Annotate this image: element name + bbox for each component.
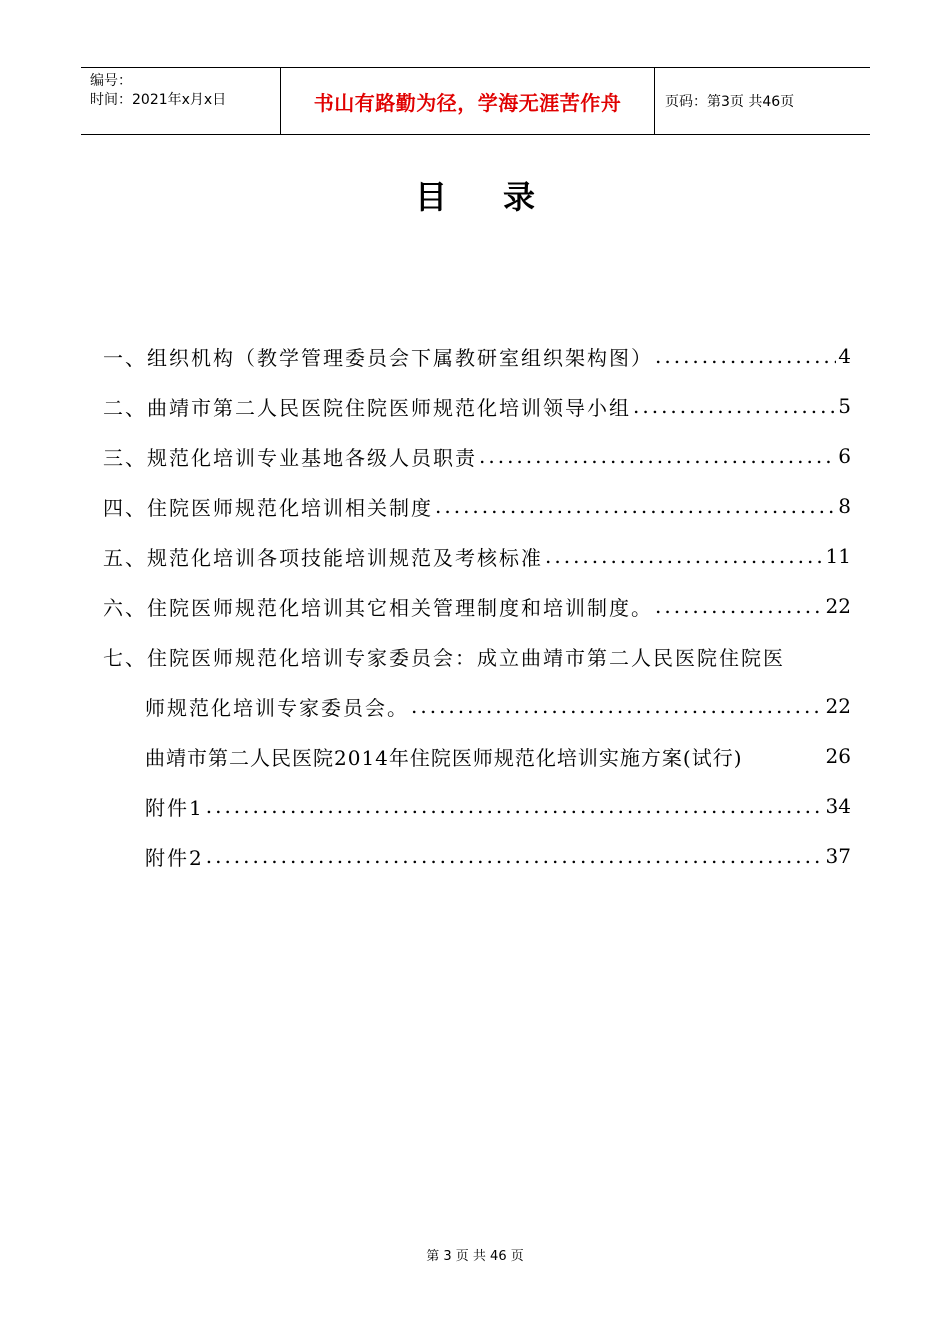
toc-leader <box>479 444 836 468</box>
toc-leader <box>655 594 824 618</box>
header-meta <box>81 68 281 134</box>
header-page-info: 页码：第3页 共46页 <box>665 94 795 110</box>
toc-entry-text: 附件2 <box>145 845 204 870</box>
code-label: 编号： <box>90 73 132 89</box>
toc-entry-page: 8 <box>838 494 851 518</box>
toc-leader <box>655 344 836 368</box>
toc-entry-10[interactable] <box>145 836 851 876</box>
toc-entry-text: 五、规范化培训各项技能培训规范及考核标准 <box>103 545 543 570</box>
toc-entry-page: 22 <box>825 694 851 718</box>
toc-entry-7-continued[interactable] <box>145 686 851 726</box>
toc-entry-page: 4 <box>838 344 851 368</box>
time-label: 时间：2021年x月x日 <box>90 92 227 108</box>
toc-entry-page: 5 <box>838 394 851 418</box>
toc-leader <box>545 544 824 568</box>
toc-leader <box>411 694 824 718</box>
toc-entry-3[interactable] <box>103 436 851 476</box>
toc-entry-8[interactable] <box>145 736 851 776</box>
toc-entry-text: 四、住院医师规范化培训相关制度 <box>103 495 433 520</box>
toc-entry-page: 34 <box>825 794 851 818</box>
toc-entry-page: 6 <box>838 444 851 468</box>
toc-entry-text: 六、住院医师规范化培训其它相关管理制度和培训制度。 <box>103 595 653 620</box>
toc-leader <box>435 494 836 518</box>
toc-entry-5[interactable] <box>103 536 851 576</box>
toc-entry-text: 七、住院医师规范化培训专家委员会：成立曲靖市第二人民医院住院医 <box>103 645 785 670</box>
toc-entry-text: 师规范化培训专家委员会。 <box>145 695 409 720</box>
toc-entry-2[interactable] <box>103 386 851 426</box>
toc-entry-page: 11 <box>825 544 851 568</box>
toc-entry-page: 37 <box>825 844 851 868</box>
toc-entry-text: 附件1 <box>145 795 204 820</box>
page-footer: 第 3 页 共 46 页 <box>426 1249 524 1264</box>
toc-entry-text: 二、曲靖市第二人民医院住院医师规范化培训领导小组 <box>103 395 631 420</box>
toc-leader <box>206 844 824 868</box>
title-char-2: 录 <box>503 178 536 216</box>
toc-entry-text: 曲靖市第二人民医院2014年住院医师规范化培训实施方案(试行) <box>145 745 743 770</box>
toc-entry-text: 三、规范化培训专业基地各级人员职责 <box>103 445 477 470</box>
toc-entry-text: 一、组织机构（教学管理委员会下属教研室组织架构图） <box>103 345 653 370</box>
toc-entry-page: 26 <box>825 744 851 768</box>
title-char-1: 目 <box>414 178 447 216</box>
header-motto: 书山有路勤为径，学海无涯苦作舟 <box>281 68 655 134</box>
page-title <box>0 172 950 218</box>
toc-entry-4[interactable] <box>103 486 851 526</box>
toc-leader <box>633 394 836 418</box>
toc-entry-9[interactable] <box>145 786 851 826</box>
toc-entry-1[interactable] <box>103 336 851 376</box>
page-header <box>81 67 870 135</box>
toc-entry-7[interactable] <box>103 636 851 676</box>
toc-leader <box>206 794 824 818</box>
toc-entry-6[interactable] <box>103 586 851 626</box>
toc-entry-page: 22 <box>825 594 851 618</box>
